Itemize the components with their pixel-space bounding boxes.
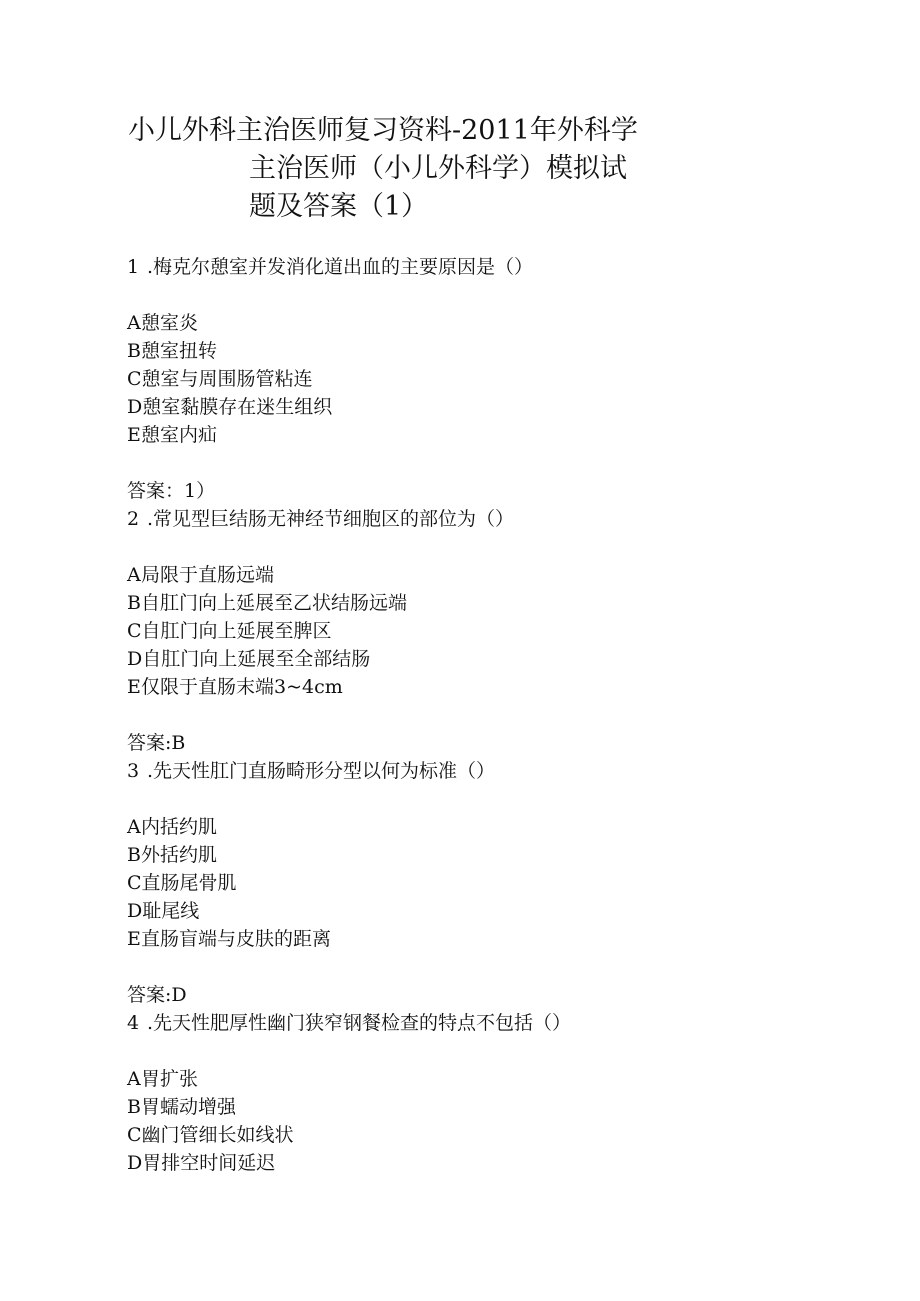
question-text: .常见型巨结肠无神经节细胞区的部位为（） bbox=[147, 508, 515, 530]
option-letter: B bbox=[127, 1096, 141, 1118]
option-letter: D bbox=[127, 648, 143, 670]
option-text: 局限于直肠远端 bbox=[141, 564, 275, 586]
question-stem bbox=[127, 1009, 887, 1037]
question-list bbox=[127, 253, 887, 1177]
question-number: 1 bbox=[127, 256, 140, 278]
option-letter: A bbox=[127, 312, 141, 334]
option-letter: A bbox=[127, 1068, 141, 1090]
option-c bbox=[127, 365, 887, 393]
option-e bbox=[127, 673, 887, 701]
option-letter: A bbox=[127, 564, 141, 586]
question-number: 3 bbox=[127, 760, 140, 782]
option-text: 内括约肌 bbox=[141, 816, 218, 838]
option-text: 外括约肌 bbox=[141, 844, 218, 866]
option-list bbox=[127, 561, 887, 701]
option-list bbox=[127, 813, 887, 953]
option-text: 仅限于直肠末端3~4cm bbox=[141, 676, 343, 698]
option-text: 憩室黏膜存在迷生组织 bbox=[142, 396, 333, 418]
option-text: 直肠尾骨肌 bbox=[141, 872, 237, 894]
document-title-line-1: 小儿外科主治医师复习资料-2011年外科学 bbox=[128, 115, 638, 146]
question-stem bbox=[127, 505, 887, 533]
option-letter: C bbox=[127, 872, 142, 894]
option-text: 幽门管细长如线状 bbox=[141, 1124, 294, 1146]
option-b bbox=[127, 841, 887, 869]
option-a bbox=[127, 813, 887, 841]
option-letter: A bbox=[127, 816, 141, 838]
option-list bbox=[127, 1065, 887, 1177]
option-text: 直肠盲端与皮肤的距离 bbox=[141, 928, 332, 950]
option-text: 憩室扭转 bbox=[141, 340, 218, 362]
question-number: 4 bbox=[127, 1012, 140, 1034]
option-text: 憩室炎 bbox=[141, 312, 199, 334]
document-title bbox=[0, 112, 920, 226]
option-letter: E bbox=[127, 424, 141, 446]
option-text: 憩室与周围肠管粘连 bbox=[141, 368, 313, 390]
option-a bbox=[127, 1065, 887, 1093]
question-text: .先天性肥厚性幽门狭窄钢餐检查的特点不包括（） bbox=[147, 1012, 572, 1034]
option-list bbox=[127, 309, 887, 449]
question-2 bbox=[127, 505, 887, 757]
option-b bbox=[127, 589, 887, 617]
question-1 bbox=[127, 253, 887, 505]
option-text: 憩室内疝 bbox=[141, 424, 218, 446]
answer-line: 答案:B bbox=[127, 732, 186, 754]
option-d bbox=[127, 393, 887, 421]
option-letter: C bbox=[127, 620, 142, 642]
option-text: 胃蠕动增强 bbox=[141, 1096, 237, 1118]
question-text: .梅克尔憩室并发消化道出血的主要原因是（） bbox=[147, 256, 534, 278]
answer-line: 答案:D bbox=[127, 984, 187, 1006]
option-d bbox=[127, 1149, 887, 1177]
question-stem bbox=[127, 253, 887, 281]
option-letter: E bbox=[127, 676, 141, 698]
option-d bbox=[127, 645, 887, 673]
option-letter: D bbox=[127, 396, 143, 418]
option-letter: C bbox=[127, 368, 142, 390]
question-stem bbox=[127, 757, 887, 785]
option-text: 胃扩张 bbox=[141, 1068, 199, 1090]
option-letter: D bbox=[127, 1152, 143, 1174]
document-title-line-2: 主治医师（小儿外科学）模拟试 bbox=[249, 153, 627, 184]
option-b bbox=[127, 337, 887, 365]
option-c bbox=[127, 1121, 887, 1149]
question-4 bbox=[127, 1009, 887, 1177]
option-c bbox=[127, 617, 887, 645]
option-a bbox=[127, 309, 887, 337]
option-letter: E bbox=[127, 928, 141, 950]
option-letter: B bbox=[127, 340, 141, 362]
option-d bbox=[127, 897, 887, 925]
option-text: 耻尾线 bbox=[142, 900, 200, 922]
option-text: 自肛门向上延展至乙状结肠远端 bbox=[141, 592, 408, 614]
question-text: .先天性肛门直肠畸形分型以何为标准（） bbox=[147, 760, 496, 782]
option-e bbox=[127, 421, 887, 449]
option-letter: B bbox=[127, 844, 141, 866]
option-letter: D bbox=[127, 900, 143, 922]
option-c bbox=[127, 869, 887, 897]
question-3 bbox=[127, 757, 887, 1009]
option-text: 胃排空时间延迟 bbox=[142, 1152, 276, 1174]
answer-line: 答案：1） bbox=[127, 480, 216, 502]
document-title-line-3: 题及答案（1） bbox=[249, 191, 429, 222]
option-e bbox=[127, 925, 887, 953]
question-number: 2 bbox=[127, 508, 140, 530]
option-text: 自肛门向上延展至脾区 bbox=[141, 620, 332, 642]
option-text: 自肛门向上延展至全部结肠 bbox=[142, 648, 371, 670]
option-letter: B bbox=[127, 592, 141, 614]
option-a bbox=[127, 561, 887, 589]
option-letter: C bbox=[127, 1124, 142, 1146]
option-b bbox=[127, 1093, 887, 1121]
